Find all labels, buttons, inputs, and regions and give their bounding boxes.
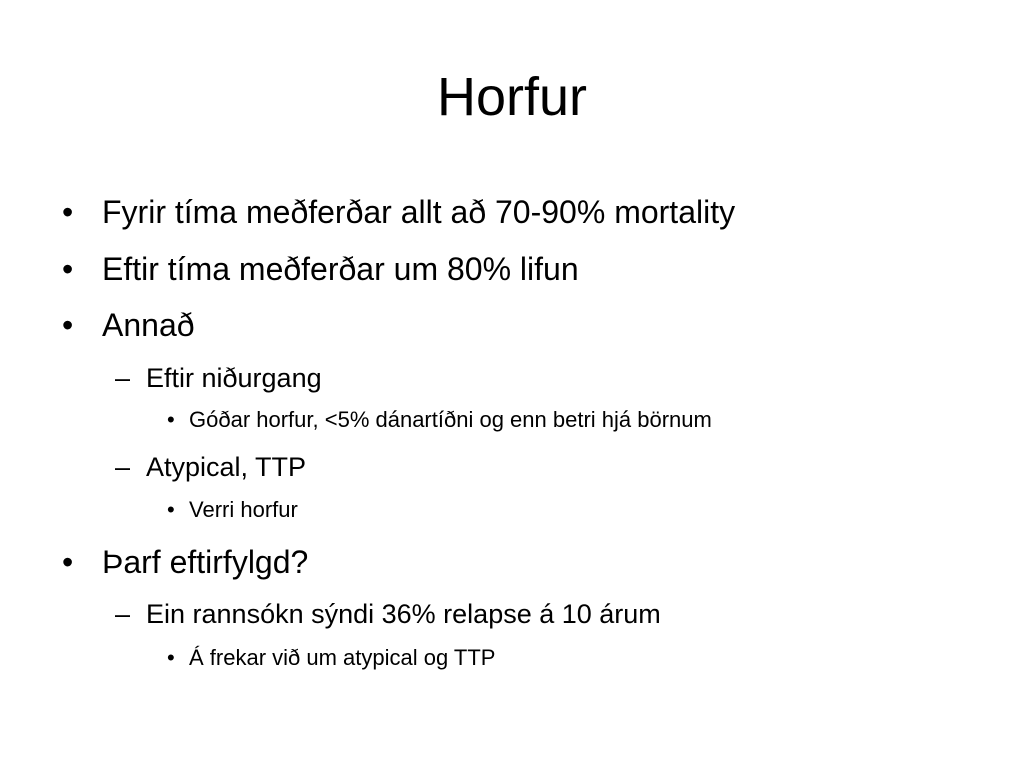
sub-sub-item <box>167 406 712 434</box>
sub-sub-item <box>167 644 496 672</box>
bullet-text: Eftir tíma meðferðar um 80% lifun <box>102 251 579 287</box>
slide-title: Horfur <box>436 67 588 127</box>
sub-item-text: Eftir niðurgang <box>146 363 322 393</box>
bullet-marker: • <box>62 251 74 287</box>
sub-sub-item-text: Á frekar við um atypical og TTP <box>189 645 496 670</box>
dash-marker: – <box>115 599 131 629</box>
bullet-marker: • <box>167 407 175 432</box>
bullet-text: Annað <box>102 307 195 343</box>
bullet-marker: • <box>62 194 74 230</box>
bullet-marker: • <box>167 645 175 670</box>
sub-item <box>115 361 322 395</box>
bullet-text: Þarf eftirfylgd? <box>102 544 309 580</box>
sub-sub-item <box>167 496 298 524</box>
bullet-item <box>62 249 579 289</box>
sub-item-text: Atypical, TTP <box>146 452 307 482</box>
sub-sub-item-text: Verri horfur <box>189 497 298 522</box>
bullet-item <box>62 542 309 582</box>
bullet-marker: • <box>62 544 74 580</box>
sub-item <box>115 450 307 484</box>
bullet-marker: • <box>167 497 175 522</box>
bullet-text: Fyrir tíma meðferðar allt að 70-90% mortality <box>102 194 736 230</box>
dash-marker: – <box>115 452 131 482</box>
bullet-item <box>62 305 195 345</box>
sub-item-text: Ein rannsókn sýndi 36% relapse á 10 árum <box>146 599 661 629</box>
bullet-item <box>62 192 736 232</box>
sub-item <box>115 597 661 631</box>
bullet-marker: • <box>62 307 74 343</box>
dash-marker: – <box>115 363 131 393</box>
sub-sub-item-text: Góðar horfur, <5% dánartíðni og enn betri hjá börnum <box>189 407 712 432</box>
